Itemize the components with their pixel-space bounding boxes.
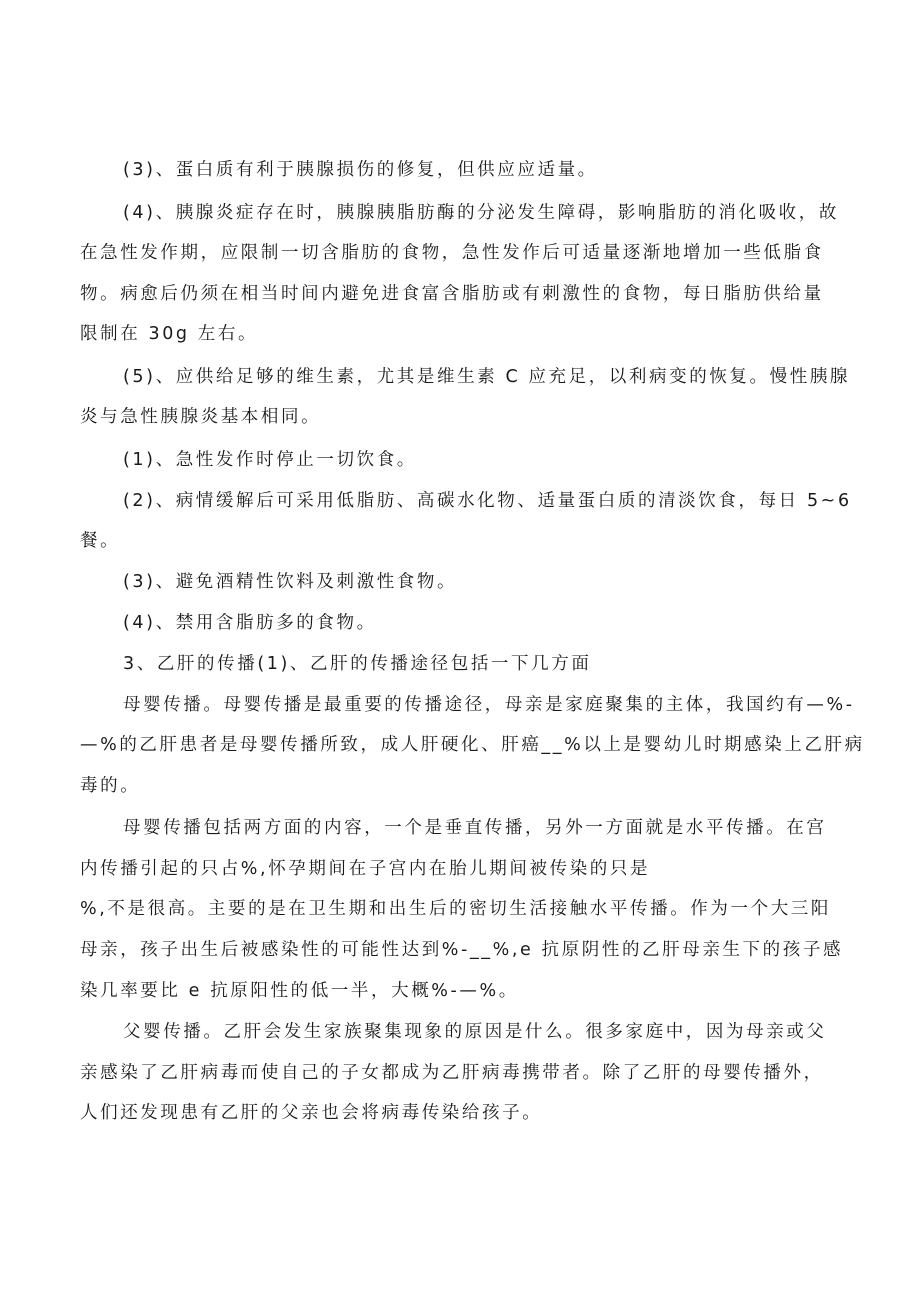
section-heading: 3、乙肝的传播(1)、乙肝的传播途径包括一下几方面 <box>123 654 592 674</box>
text-line: 在急性发作期，应限制一切含脂肪的食物，急性发作后可适量逐渐地增加一些低脂食 <box>80 243 824 263</box>
text-line: —%的乙肝患者是母婴传播所致，成人肝硬化、肝癌__%以上是婴幼儿时期感染上乙肝病 <box>80 735 865 755</box>
text-line: (4)、胰腺炎症存在时，胰腺胰脂肪酶的分泌发生障碍，影响脂肪的消化吸收，故 <box>123 203 839 223</box>
text-line: (1)、急性发作时停止一切饮食。 <box>123 450 417 470</box>
text-line: 染几率要比 e 抗原阳性的低一半，大概%-—%。 <box>80 981 519 1001</box>
text-line: 亲感染了乙肝病毒而使自己的子女都成为乙肝病毒携带者。除了乙肝的母婴传播外， <box>80 1063 824 1083</box>
text-line: 炎与急性胰腺炎基本相同。 <box>80 407 322 427</box>
text-line: 人们还发现患有乙肝的父亲也会将病毒传染给孩子。 <box>80 1103 543 1123</box>
text-line: 物。病愈后仍须在相当时间内避免进食富含脂肪或有刺激性的食物，每日脂肪供给量 <box>80 284 824 304</box>
text-line: %,不是很高。主要的是在卫生期和出生后的密切生活接触水平传播。作为一个大三阳 <box>80 899 831 919</box>
text-line: 餐。 <box>80 531 121 551</box>
text-line: (5)、应供给足够的维生素，尤其是维生素 C 应充足，以利病变的恢复。慢性胰腺 <box>123 367 851 387</box>
text-line: 母婴传播。母婴传播是最重要的传播途径，母亲是家庭聚集的主体，我国约有—%- <box>123 695 855 715</box>
text-line: (4)、禁用含脂肪多的食物。 <box>123 613 377 633</box>
text-line: 毒的。 <box>80 776 141 796</box>
text-line: 母婴传播包括两方面的内容，一个是垂直传播，另外一方面就是水平传播。在宫 <box>123 818 827 838</box>
text-line: 限制在 30g 左右。 <box>80 324 259 344</box>
text-line: (3)、避免酒精性饮料及刺激性食物。 <box>123 572 458 592</box>
text-line: 内传播引起的只占%,怀孕期间在子宫内在胎儿期间被传染的只是 <box>80 859 651 879</box>
text-line: 母亲，孩子出生后被感染性的可能性达到%-__%,e 抗原阴性的乙肝母亲生下的孩子感 <box>80 940 844 960</box>
text-line: 父婴传播。乙肝会发生家族聚集现象的原因是什么。很多家庭中，因为母亲或父 <box>123 1022 827 1042</box>
text-line: (2)、病情缓解后可采用低脂肪、高碳水化物、适量蛋白质的清淡饮食，每日 5~6 <box>123 491 852 511</box>
text-line: (3)、蛋白质有利于胰腺损伤的修复，但供应应适量。 <box>123 160 598 180</box>
